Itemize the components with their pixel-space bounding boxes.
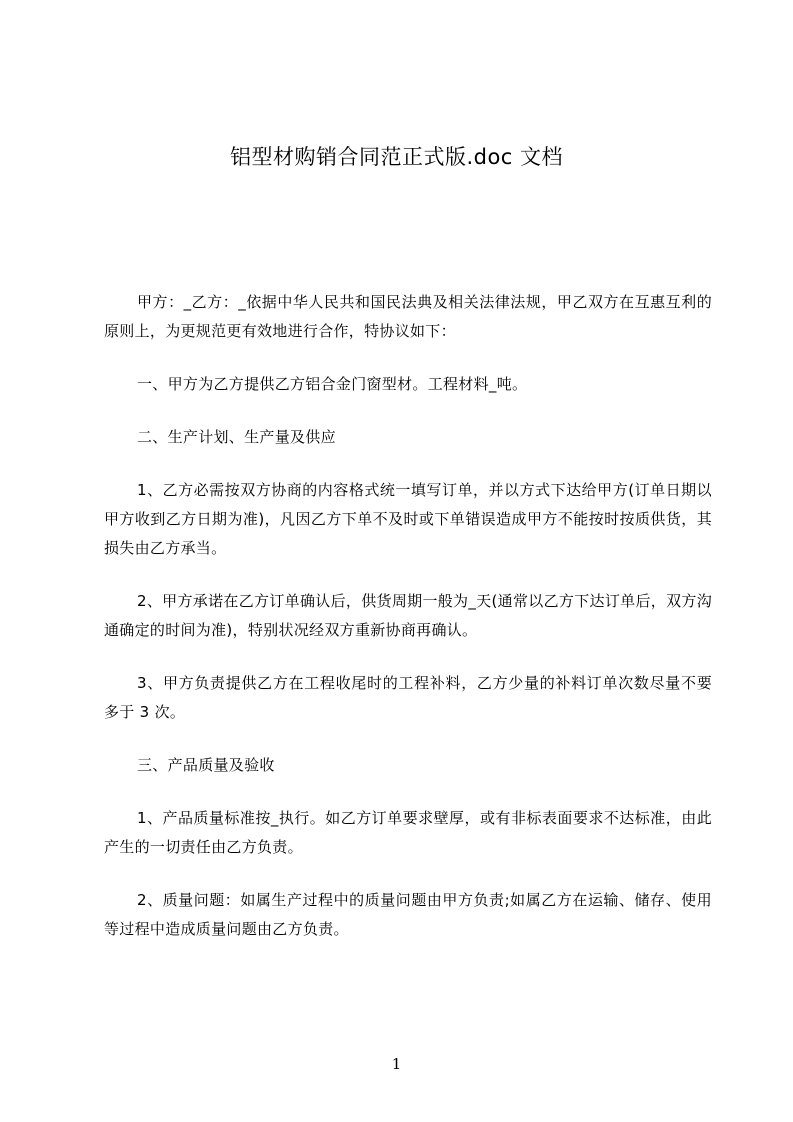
heading-section-2: 二、生产计划、生产量及供应	[137, 428, 336, 446]
document-title: 铝型材购销合同范正式版.doc 文档	[229, 145, 564, 169]
paragraph-preamble: 甲方：_乙方：_依据中华人民共和国民法典及相关法律法规，甲乙双方在互惠互利的原则上，为更规范更有效地进行合作，特协议如下：	[104, 293, 712, 340]
paragraph-2-3: 3、甲方负责提供乙方在工程收尾时的工程补料，乙方少量的补料订单次数尽量不要多于 3 次。	[104, 674, 712, 721]
page-number: 1	[391, 1055, 402, 1073]
document-body	[104, 288, 712, 944]
paragraph-2-1: 1、乙方必需按双方协商的内容格式统一填写订单，并以方式下达给甲方(订单日期以甲方收到乙方日期为准)，凡因乙方下单不及时或下单错误造成甲方不能按时按质供货，其损失由乙方承当。	[104, 481, 712, 557]
paragraph-3-1: 1、产品质量标准按_执行。如乙方订单要求壁厚，或有非标表面要求不达标准，由此产生的一切责任由乙方负责。	[104, 809, 712, 856]
paragraph-section-1: 一、甲方为乙方提供乙方铝合金门窗型材。工程材料_吨。	[137, 375, 528, 393]
heading-section-3: 三、产品质量及验收	[137, 756, 275, 774]
paragraph-2-2: 2、甲方承诺在乙方订单确认后，供货周期一般为_天(通常以乙方下达订单后，双方沟通确定的时间为准)，特别状况经双方重新协商再确认。	[104, 592, 712, 639]
paragraph-3-2: 2、质量问题：如属生产过程中的质量问题由甲方负责;如属乙方在运输、储存、使用等过程中造成质量问题由乙方负责。	[104, 891, 712, 938]
